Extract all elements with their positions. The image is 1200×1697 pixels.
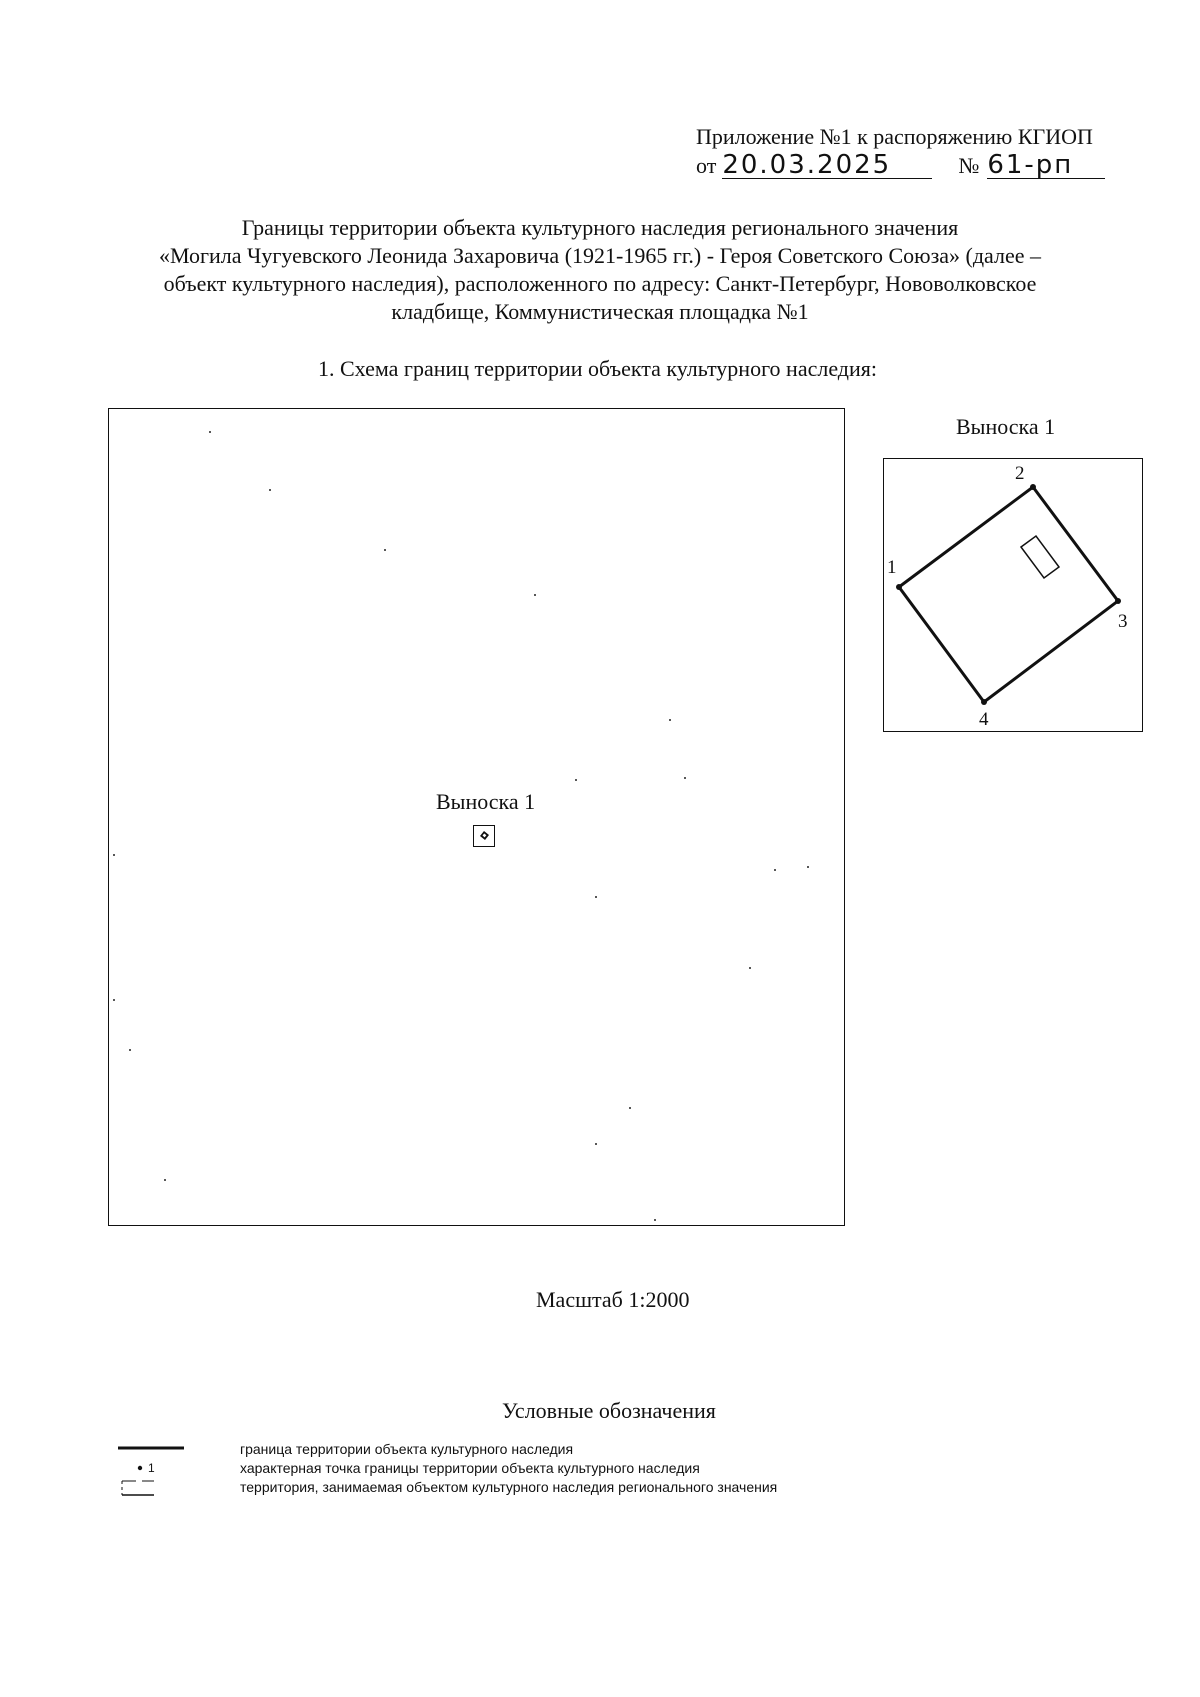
legend-title: Условные обозначения	[502, 1398, 716, 1423]
legend-item	[118, 1441, 1018, 1461]
date-prefix: от	[696, 153, 717, 178]
point-label-2: 2	[1015, 463, 1025, 484]
map-callout-label: Выноска 1	[436, 789, 536, 814]
legend-text: территория, занимаемая объектом культурного наследия регионального значения	[240, 1479, 778, 1495]
boundary-point-3	[1115, 598, 1121, 604]
scan-speck	[595, 1143, 597, 1145]
boundary-point-4	[981, 699, 987, 705]
scan-speck	[595, 896, 597, 898]
boundary-point-2	[1030, 484, 1036, 490]
boundary-map	[108, 408, 845, 1226]
boundary-point-1	[896, 584, 902, 590]
order-date: 20.03.2025	[722, 152, 932, 179]
monument-footprint	[1021, 536, 1059, 578]
legend-item	[118, 1479, 1018, 1499]
scan-speck	[749, 967, 751, 969]
dashed-box-icon	[118, 1479, 184, 1499]
point-marker-label: 1	[148, 1461, 155, 1475]
scan-speck	[209, 431, 211, 433]
inset-diagram	[884, 459, 1142, 731]
scan-speck	[807, 866, 809, 868]
boundary-polygon	[899, 487, 1118, 702]
title-line-4: кладбище, Коммунистическая площадка №1	[391, 299, 809, 324]
title-line-2: «Могила Чугуевского Леонида Захаровича (1921-1965 гг.) - Героя Советского Союза» (далее –	[158, 243, 1042, 268]
scan-speck	[669, 719, 671, 721]
scan-speck	[654, 1219, 656, 1221]
legend-text: граница территории объекта культурного наследия	[240, 1441, 574, 1457]
point-label-4: 4	[979, 709, 989, 730]
title-line-1: Границы территории объекта культурного наследия регионального значения	[241, 215, 959, 240]
point-marker-icon	[118, 1460, 184, 1480]
appendix-title: Приложение №1 к распоряжению КГИОП	[696, 124, 1093, 149]
scan-speck	[534, 594, 536, 596]
point-label-1: 1	[887, 557, 897, 578]
point-label-3: 3	[1118, 611, 1128, 632]
callout-marker	[473, 825, 495, 847]
order-number: 61-рп	[987, 152, 1105, 179]
legend-text: характерная точка границы территории объекта культурного наследия	[240, 1460, 700, 1476]
scan-speck	[113, 854, 115, 856]
scan-speck	[113, 999, 115, 1001]
title-line-3: объект культурного наследия), расположенного по адресу: Санкт-Петербург, Нововолковское	[163, 271, 1037, 296]
scan-speck	[129, 1049, 131, 1051]
scan-speck	[384, 549, 386, 551]
inset-title: Выноска 1	[956, 414, 1056, 439]
map-scale: Масштаб 1:2000	[536, 1287, 690, 1312]
scan-speck	[575, 779, 577, 781]
site-marker-icon	[474, 826, 494, 846]
scan-speck	[684, 777, 686, 779]
scan-speck	[774, 869, 776, 871]
section-heading: 1. Схема границ территории объекта культурного наследия:	[318, 356, 878, 381]
document-title	[100, 214, 1100, 326]
legend-item	[118, 1460, 1018, 1480]
solid-line-icon	[118, 1441, 184, 1461]
order-line	[696, 152, 1105, 179]
scan-speck	[269, 489, 271, 491]
scan-speck	[164, 1179, 166, 1181]
scan-speck	[629, 1107, 631, 1109]
order-number-label: №	[958, 153, 980, 178]
inset-callout	[883, 458, 1143, 732]
